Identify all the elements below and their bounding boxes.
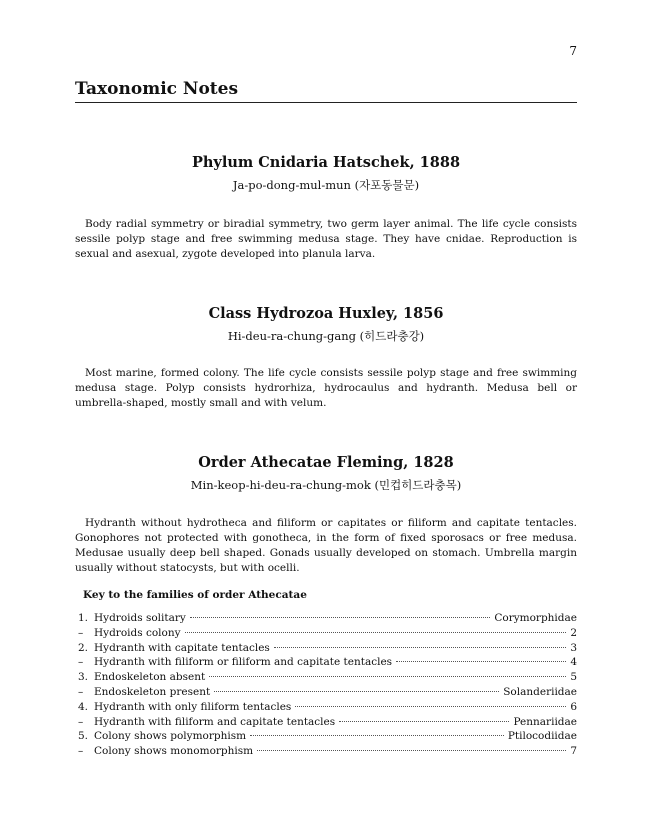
taxon-heading-class (75, 304, 577, 344)
key-row-number: 3. (78, 671, 89, 684)
key-heading: Key to the families of order Athecatae (83, 589, 307, 601)
key-row (78, 685, 577, 700)
key-row-text: Hydranth with capitate tentacles (94, 641, 270, 654)
dot-leader (295, 706, 566, 707)
key-row-target: 7 (570, 745, 577, 758)
key-row-number: – (78, 745, 84, 758)
key-row-text: Colony shows monomorphism (94, 745, 254, 758)
dot-leader (190, 617, 491, 618)
key-row-text: Endoskeleton present (94, 685, 211, 698)
key-row-number: – (78, 715, 84, 728)
key-row-target: 4 (570, 656, 577, 669)
taxon-description-order: Hydranth without hydrotheca and filiform or capitates or filiform and capitate tentacles. Gonophores not protected with gonotheca, in the form of fixed sporosacs or free medusa. Medusae usually deep bell shaped. Gonads usually developed on stomach. Umbrella margin usually without statocysts, but with ocelli. (75, 517, 577, 574)
key-row-number: 4. (78, 700, 89, 713)
dot-leader (257, 750, 566, 751)
key-row-target: 3 (570, 641, 577, 654)
key-row (78, 715, 577, 730)
taxon-name: Order Athecatae Fleming, 1828 (198, 454, 454, 471)
key-row-number: – (78, 626, 84, 639)
key-row-target: 6 (570, 700, 577, 713)
taxon-description-class: Most marine, formed colony. The life cycle consists sessile polyp stage and free swimming medusa stage. Polyp consists hydrorhiza, hydrocaulus and hydranth. Medusa bell or umbrella-shaped, mostly small and with velum. (75, 367, 577, 409)
key-row (78, 744, 577, 759)
dot-leader (274, 647, 566, 648)
taxon-description-phylum: Body radial symmetry or biradial symmetry, two germ layer animal. The life cycle consists sessile polyp stage and free swimming medusa stage. They have cnidae. Reproduction is sexual and asexual, zygote developed into planula larva. (75, 218, 577, 260)
key-row (78, 611, 577, 626)
key-row-text: Hydranth with filiform and capitate tentacles (94, 715, 336, 728)
taxon-heading-phylum (75, 153, 577, 193)
key-row (78, 655, 577, 670)
taxon-korean-name: Min-keop-hi-deu-ra-chung-mok (민컵히드라충목) (190, 478, 462, 492)
dot-leader (209, 676, 566, 677)
dot-leader (396, 661, 566, 662)
key-row-text: Colony shows polymorphism (94, 730, 247, 743)
taxon-korean-name: Ja-po-dong-mul-mun (자포동물문) (232, 178, 420, 192)
key-row (78, 700, 577, 715)
page-number: 7 (569, 44, 577, 58)
key-row-target: Ptilocodiidae (507, 730, 577, 743)
key-row (78, 641, 577, 656)
dot-leader (339, 721, 509, 722)
key-row-number: 1. (78, 612, 89, 624)
key-row-target: 5 (570, 671, 577, 684)
dot-leader (214, 691, 499, 692)
key-row-text: Hydroids colony (94, 626, 181, 639)
taxon-heading-order (75, 453, 577, 493)
key-row (78, 626, 577, 641)
key-row-text: Endoskeleton absent (94, 671, 206, 684)
key-row-number: – (78, 656, 84, 669)
identification-key (78, 611, 577, 759)
key-row-target: 2 (570, 626, 577, 639)
key-row-target: Corymorphidae (494, 612, 577, 624)
taxon-name: Class Hydrozoa Huxley, 1856 (208, 305, 444, 322)
dot-leader (185, 632, 567, 633)
key-row-text: Hydranth with filiform or filiform and capitate tentacles (94, 656, 393, 669)
key-row-number: – (78, 685, 84, 698)
dot-leader (250, 735, 504, 736)
key-row-target: Pennariidae (513, 715, 577, 728)
taxon-korean-name: Hi-deu-ra-chung-gang (히드라충강) (227, 329, 425, 343)
section-title: Taxonomic Notes (75, 79, 577, 103)
key-row (78, 729, 577, 744)
key-row-text: Hydranth with only filiform tentacles (94, 700, 292, 713)
key-row (78, 670, 577, 685)
taxon-name: Phylum Cnidaria Hatschek, 1888 (191, 154, 461, 171)
key-row-number: 2. (78, 641, 89, 654)
key-row-number: 5. (78, 730, 89, 743)
key-row-target: Solanderiidae (503, 685, 577, 698)
key-row-text: Hydroids solitary (94, 612, 186, 624)
